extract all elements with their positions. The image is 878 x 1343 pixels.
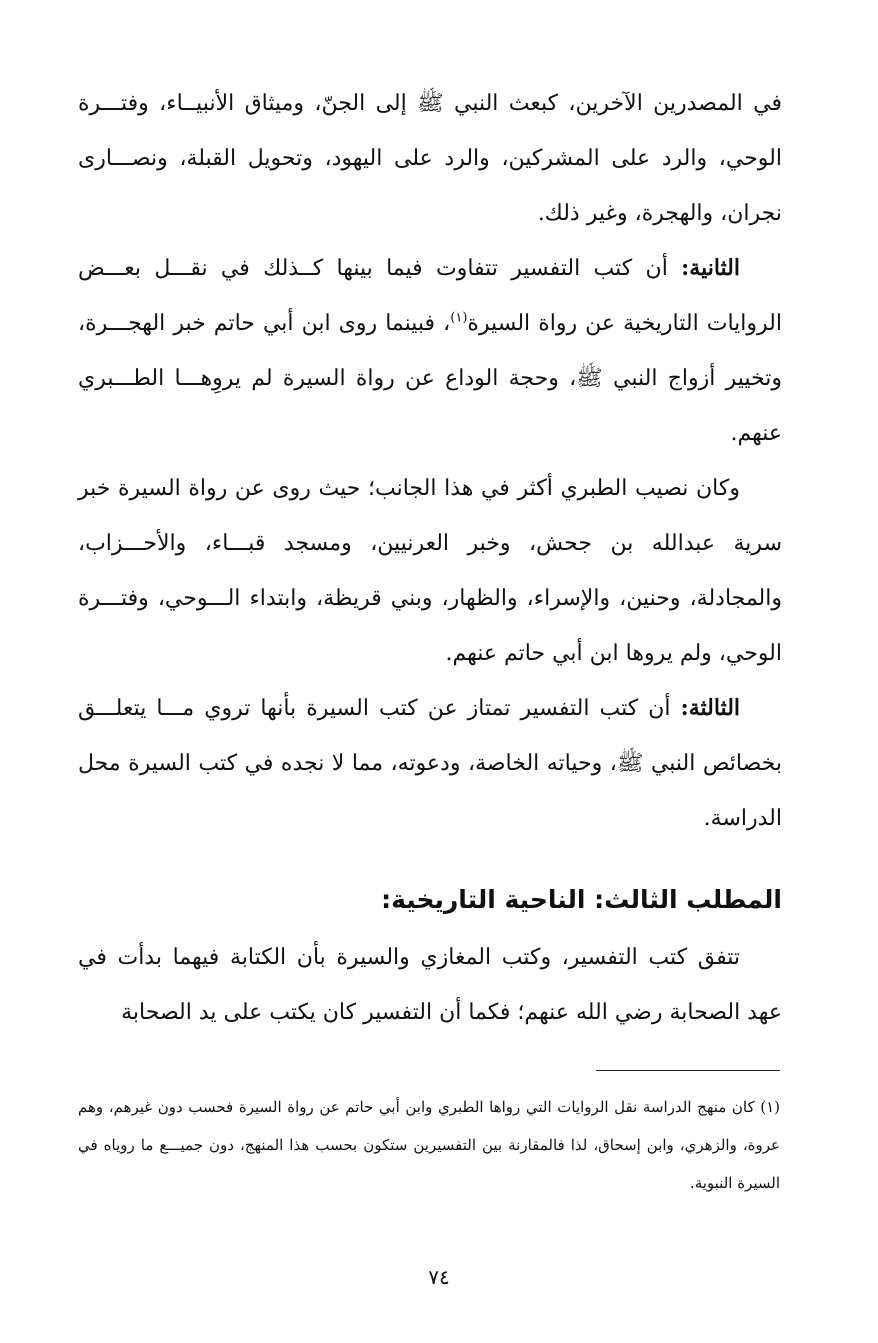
paragraph-4 (78, 681, 782, 846)
paragraph-2-text-part2: ، فبينما روى ابن أبي حاتم خبر الهجـــرة، وتخيير أزواج النبي ﷺ، وحجة الوداع عن رواة السيرة لم يروِهـــا الطـــبري عنهم. (78, 311, 782, 446)
paragraph-2-lead: الثانية: (681, 255, 740, 281)
paragraph-2-text-part1: أن كتب التفسير تتفاوت فيما بينها كــذلك في نقـــل بعـــض الروايات التاريخية عن رواة السيرة (78, 256, 782, 336)
main-text-block (78, 76, 782, 846)
paragraph-3: وكان نصيب الطبري أكثر في هذا الجانب؛ حيث روى عن رواة السيرة خبر سرية عبدالله بن جحش، وخبر العرنيين، ومسجد قبـــاء، والأحـــزاب، والمجادلة، وحنين، والإسراء، والظهار، وبني قريظة، وابتداء الـــوحي، وفتـــرة الوحي، ولم يروها ابن أبي حاتم عنهم. (78, 476, 782, 666)
section-paragraph: تتفق كتب التفسير، وكتب المغازي والسيرة بأن الكتابة فيهما بدأت في عهد الصحابة رضي الله عنهم؛ فكما أن التفسير كان يكتب على يد الصحابة (78, 945, 782, 1025)
footnote-divider (596, 1070, 780, 1071)
page-number: ٧٤ (428, 1265, 450, 1289)
footnote-1: (١) كان منهج الدراسة نقل الروايات التي رواها الطبري وابن أبي حاتم عن رواة السيرة فحسب دون غيرهم، وهم عروة، والزهري، وابن إسحاق، لذا فالمقارنة بين التفسيرين ستكون بحسب هذا المنهج، دون جميـــع ما روياه في السيرة النبوية. (78, 1098, 780, 1192)
paragraph-2 (78, 241, 782, 461)
footnotes-block (78, 1088, 780, 1202)
section-heading: المطلب الثالث: الناحية التاريخية: (381, 885, 782, 914)
paragraph-4-text: أن كتب التفسير تمتاز عن كتب السيرة بأنها تروي مـــا يتعلـــق بخصائص النبي ﷺ، وحياته الخاصة، ودعوته، مما لا نجده في كتب السيرة محل الدراسة. (78, 696, 782, 831)
section-text-block (78, 930, 782, 1040)
paragraph-4-lead: الثالثة: (680, 695, 741, 721)
footnote-marker: (١) (450, 310, 468, 326)
paragraph-1: في المصدرين الآخرين، كبعث النبي ﷺ إلى الجنّ، وميثاق الأنبيــاء، وفتـــرة الوحي، والرد على المشركين، والرد على اليهود، وتحويل القبلة، ونصـــارى نجران، والهجرة، وغير ذلك. (78, 91, 782, 226)
